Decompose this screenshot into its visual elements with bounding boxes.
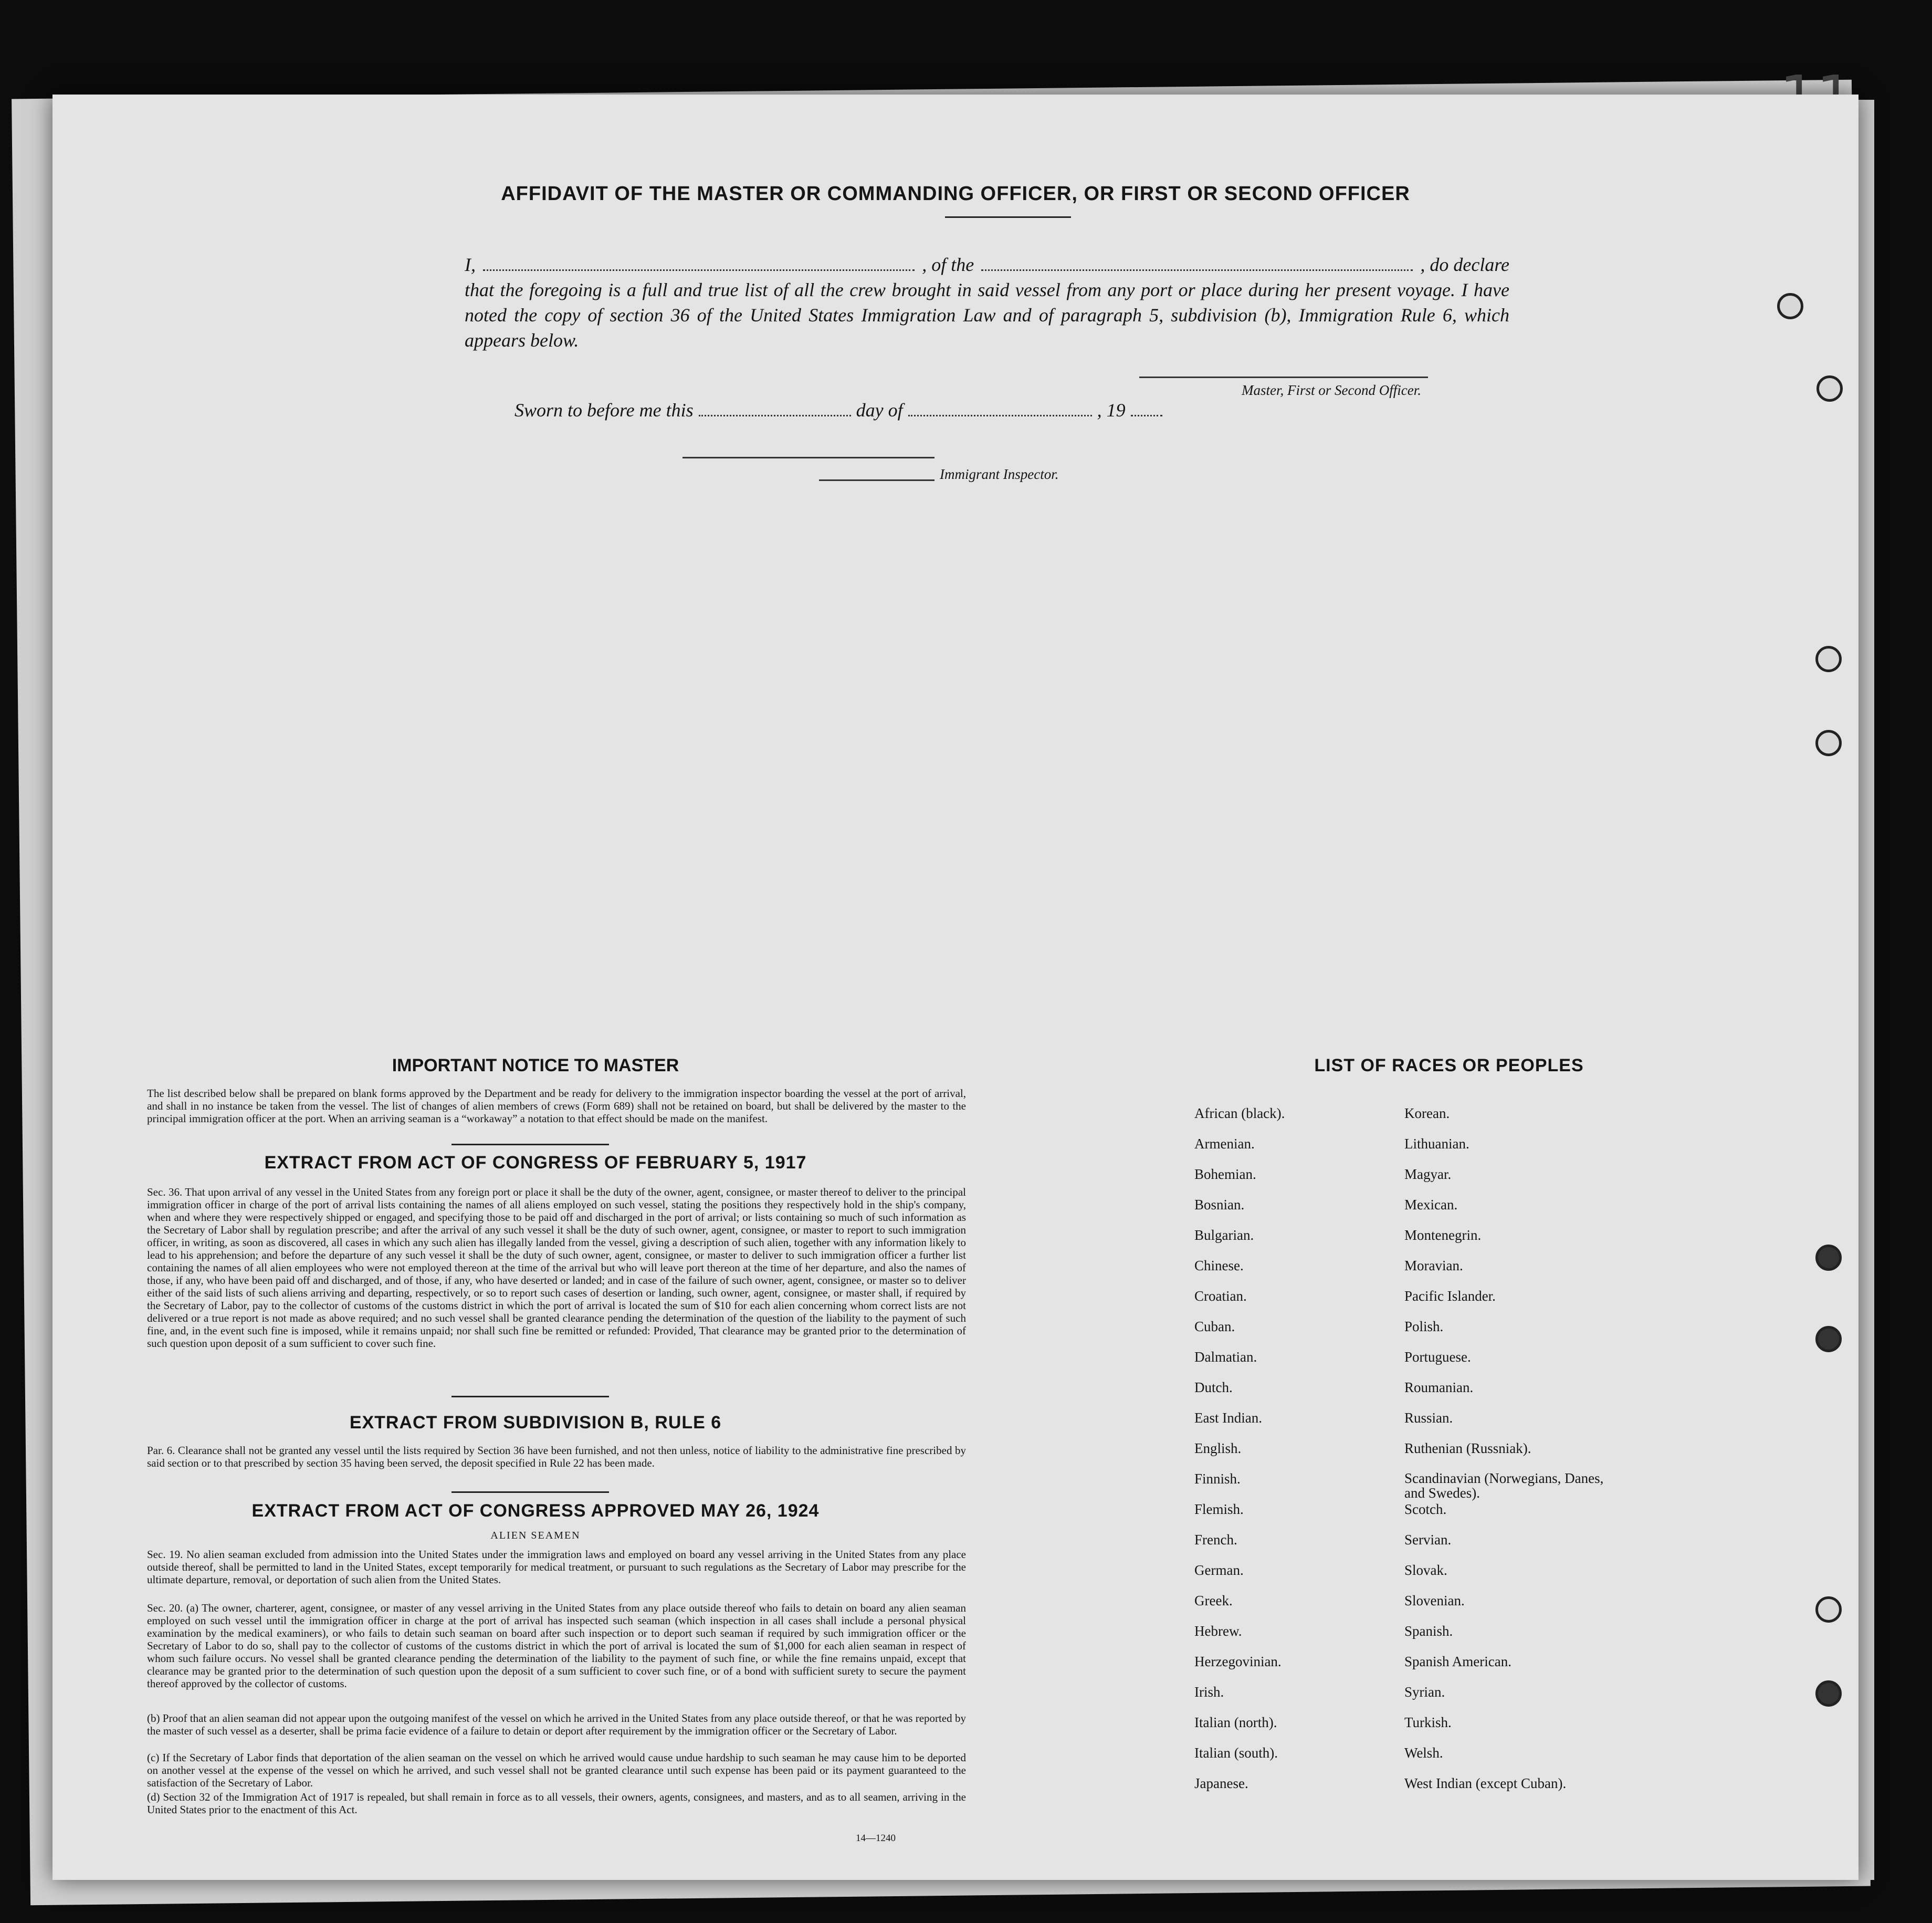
sworn-label: Sworn to before me this xyxy=(514,400,694,421)
punch-hole-icon xyxy=(1815,1596,1842,1623)
inspector-signature-line-2 xyxy=(819,479,934,481)
race-item: Polish. xyxy=(1404,1319,1444,1334)
race-item: Lithuanian. xyxy=(1404,1136,1469,1152)
title-rule xyxy=(945,216,1071,218)
punch-hole-icon xyxy=(1815,1326,1842,1352)
punch-hole-icon xyxy=(1816,375,1843,402)
races-title: LIST OF RACES OR PEOPLES xyxy=(1314,1055,1584,1075)
race-item: Japanese. xyxy=(1194,1775,1248,1791)
master-signature-line[interactable] xyxy=(1139,377,1428,378)
document-sheet xyxy=(52,95,1858,1880)
sworn-year-blank[interactable] xyxy=(1131,400,1162,416)
race-item: Moravian. xyxy=(1404,1258,1463,1273)
race-item: German. xyxy=(1194,1562,1244,1578)
race-item: Dutch. xyxy=(1194,1379,1233,1395)
race-item: Syrian. xyxy=(1404,1684,1445,1700)
race-item: Hebrew. xyxy=(1194,1623,1242,1639)
race-item: Russian. xyxy=(1404,1410,1453,1426)
race-item: Cuban. xyxy=(1194,1319,1235,1334)
race-item: Herzegovinian. xyxy=(1194,1654,1282,1669)
form-number: 14—1240 xyxy=(856,1833,896,1844)
race-item: Scotch. xyxy=(1404,1501,1447,1517)
affidavit-text: that the foregoing is a full and true list of all the crew brought in said vessel from any port or place during her present voyage. I have noted the copy of section 36 of the United States Immigration Law and of paragraph 5, subdivision (b), Immigration Rule 6, which appears below. xyxy=(465,279,1509,351)
races-left-column xyxy=(1194,1105,1285,1806)
affidavit-first-line xyxy=(465,252,1509,277)
affidavit-of-the-label: , of the xyxy=(922,254,974,275)
race-item: Scandinavian (Norwegians, Danes, and Swedes). xyxy=(1404,1470,1604,1501)
sworn-month-blank[interactable] xyxy=(908,400,1092,416)
race-item: Mexican. xyxy=(1404,1197,1458,1213)
affidavit-body xyxy=(465,252,1509,353)
extract-rule6-text: Par. 6. Clearance shall not be granted any vessel until the lists required by Section 36 have been furnished, and not then unless, notice of liability to the administrative fine prescribed by said section or to that prescribed by section 35 having been served, the deposit specified in Rule 22 has been made. xyxy=(147,1444,966,1469)
race-item: Irish. xyxy=(1194,1684,1224,1700)
race-item: Turkish. xyxy=(1404,1715,1452,1730)
affidavit-title: AFFIDAVIT OF THE MASTER OR COMMANDING OFFICER, OR FIRST OR SECOND OFFICER xyxy=(501,183,1410,205)
extract-1924-title: EXTRACT FROM ACT OF CONGRESS APPROVED MAY 26, 1924 xyxy=(251,1501,820,1521)
notice-text: The list described below shall be prepared on blank forms approved by the Department and be ready for delivery to the immigration inspector boarding the vessel at the port of arrival, and shall in no instance be taken from the vessel. The list of changes of alien members of crews (Form 689) shall not be retained on board, but shall be delivered by the master to the principal immigration officer at the port. When an arriving seaman is a “workaway” a notation to that effect should be made on the manifest. xyxy=(147,1087,966,1125)
race-item: Magyar. xyxy=(1404,1166,1452,1182)
race-item: Finnish. xyxy=(1194,1471,1241,1487)
notice-title: IMPORTANT NOTICE TO MASTER xyxy=(392,1055,679,1075)
race-item: Slovenian. xyxy=(1404,1593,1465,1608)
races-right-column xyxy=(1404,1105,1625,1806)
race-item: Flemish. xyxy=(1194,1501,1244,1517)
sec-20a-text: Sec. 20. (a) The owner, charterer, agent, consignee, or master of any vessel arriving in the United States from any place outside thereof who fails to detain on board any alien seaman employed on such vessel until the immigration officer in charge at the port of arrival has inspected such seaman (which inspection in all cases shall include a personal physical examination by the medical examiners), or who fails to detain such seaman on board after such inspection or to deport such seaman if required by such immigration officer or the Secretary of Labor to do so, shall pay to the collector of customs of the customs district in which the port of arrival is located the sum of $1,000 for each alien seaman in respect of whom such failure occurs. No vessel shall be granted clearance pending the determination of the liability to the payment of such fine, or while the fine remains unpaid, except that clearance may be granted prior to the determination of such question upon the deposit of a sum sufficient to cover such fine, or of a bond with sufficient surety to secure the payment thereof approved by the collector of customs. xyxy=(147,1602,966,1690)
race-item: Spanish. xyxy=(1404,1623,1453,1639)
extract-1917-rule xyxy=(452,1396,609,1397)
sec-19-text: Sec. 19. No alien seaman excluded from admission into the United States under the immigration laws and employed on board any vessel arriving in the United States from any place outside thereof, shall be permitted to land in the United States, except temporarily for medical treatment, or pursuant to such regulations as the Secretary of Labor may prescribe for the ultimate departure, removal, or deportation of such alien from the United States. xyxy=(147,1548,966,1586)
inspector-caption: Immigrant Inspector. xyxy=(940,466,1059,482)
vessel-blank[interactable] xyxy=(981,254,1413,271)
race-item: Roumanian. xyxy=(1404,1379,1474,1395)
notice-rule xyxy=(452,1144,609,1145)
race-item: Portuguese. xyxy=(1404,1349,1471,1365)
punch-hole-icon xyxy=(1777,293,1803,319)
race-item: Bohemian. xyxy=(1194,1166,1256,1182)
punch-hole-icon xyxy=(1815,1680,1842,1707)
race-item: Slovak. xyxy=(1404,1562,1447,1578)
sec-20c-text: (c) If the Secretary of Labor finds that deportation of the alien seaman on the vessel on which he arrived would cause undue hardship to such seaman he may cause him to be deported on another vessel at the expense of the vessel on which he arrived, and such vessel shall not be granted clearance until such expense has been paid or its payment guaranteed to the satisfaction of the Secretary of Labor. xyxy=(147,1751,966,1789)
year-label: , 19 xyxy=(1097,400,1126,421)
race-item: Ruthenian (Russniak). xyxy=(1404,1440,1531,1456)
race-item: Greek. xyxy=(1194,1593,1233,1608)
sworn-line xyxy=(514,399,1218,421)
alien-seamen-subtitle: ALIEN SEAMEN xyxy=(490,1530,581,1541)
sworn-day-blank[interactable] xyxy=(699,400,851,416)
punch-hole-icon xyxy=(1815,1245,1842,1271)
race-item: Bulgarian. xyxy=(1194,1227,1254,1243)
race-item: English. xyxy=(1194,1440,1242,1456)
race-item: Armenian. xyxy=(1194,1136,1255,1152)
extract-rule6-rule xyxy=(452,1491,609,1493)
affidavit-declare-label: , do declare xyxy=(1420,254,1510,275)
extract-1917-text: Sec. 36. That upon arrival of any vessel in the United States from any foreign port or place it shall be the duty of the owner, agent, consignee, or master thereof to deliver to the principal immigration officer in charge of the port of arrival lists containing the names of all aliens employed on such vessel, stating the positions they respectively hold in the ship's company, when and where they were respectively shipped or engaged, and specifying those to be paid off and discharged in the port of arrival; or lists containing so much of such information as the Secretary of Labor shall by regulation prescribe; and after the arrival of any such vessel it shall be the duty of such owner, agent, consignee, or master to report to such immigration officer, in writing, as soon as discovered, all cases in which any such alien has illegally landed from the vessel, giving a description of such alien, together with any information likely to lead to his apprehension; and before the departure of any such vessel it shall be the duty of such owner, agent, consignee, or master to deliver to such immigration officer a further list containing the names of all alien employees who were not employed thereon at the time of the arrival but who will leave port thereon at the time of her departure, and also the names of those, if any, who have been paid off and discharged, and of those, if any, who have deserted or landed; and in case of the failure of such owner, agent, consignee, or master so to deliver either of the said lists of such aliens arriving and departing, respectively, or so to report such cases of desertion or landing, such owner, agent, consignee, or master shall, if required by the Secretary of Labor, pay to the collector of customs of the customs district in which the port of arrival is located the sum of $10 for each alien concerning whom correct lists are not delivered or a true report is not made as above required; and no such vessel shall be granted clearance pending the determination of the question of the liability to the payment of such fine, and, in the event such fine is imposed, while it remains unpaid; nor shall such fine be remitted or refunded: Provided, That clearance may be granted prior to the determination of such question upon deposit of a sum sufficient to cover such fine. xyxy=(147,1186,966,1350)
race-item: Pacific Islander. xyxy=(1404,1288,1496,1304)
sec-20d-text: (d) Section 32 of the Immigration Act of 1917 is repealed, but shall remain in force as to all vessels, their owners, agents, consignees, and masters, and as to all seamen, arriving in the United States prior to the enactment of this Act. xyxy=(147,1791,966,1816)
race-item: Spanish American. xyxy=(1404,1654,1511,1669)
race-item: Italian (south). xyxy=(1194,1745,1278,1761)
race-item: Montenegrin. xyxy=(1404,1227,1482,1243)
master-caption: Master, First or Second Officer. xyxy=(1242,382,1421,398)
race-item: Chinese. xyxy=(1194,1258,1244,1273)
punch-hole-icon xyxy=(1815,646,1842,672)
race-item: Bosnian. xyxy=(1194,1197,1245,1213)
sec-20b-text: (b) Proof that an alien seaman did not appear upon the outgoing manifest of the vessel on which he arrived in the United States from any place outside thereof, or that he was reported by the master of such vessel as a deserter, shall be prima facie evidence of a failure to detain or deport after requirement by the immigration officer or the Secretary of Labor. xyxy=(147,1712,966,1737)
affidavit-i-label: I, xyxy=(465,254,476,275)
race-item: French. xyxy=(1194,1532,1237,1548)
race-item: West Indian (except Cuban). xyxy=(1404,1775,1567,1791)
day-of-label: day of xyxy=(856,400,903,421)
race-item: African (black). xyxy=(1194,1105,1285,1121)
race-item: Italian (north). xyxy=(1194,1715,1277,1730)
race-item: Dalmatian. xyxy=(1194,1349,1257,1365)
race-item: Croatian. xyxy=(1194,1288,1247,1304)
race-item: Welsh. xyxy=(1404,1745,1443,1761)
name-blank[interactable] xyxy=(483,254,915,271)
race-item: Servian. xyxy=(1404,1532,1452,1548)
extract-rule6-title: EXTRACT FROM SUBDIVISION B, RULE 6 xyxy=(349,1413,722,1433)
extract-1917-title: EXTRACT FROM ACT OF CONGRESS OF FEBRUARY 5, 1917 xyxy=(264,1153,807,1173)
punch-hole-icon xyxy=(1815,730,1842,756)
inspector-signature-line[interactable] xyxy=(682,457,934,458)
race-item: East Indian. xyxy=(1194,1410,1262,1426)
race-item: Korean. xyxy=(1404,1105,1450,1121)
